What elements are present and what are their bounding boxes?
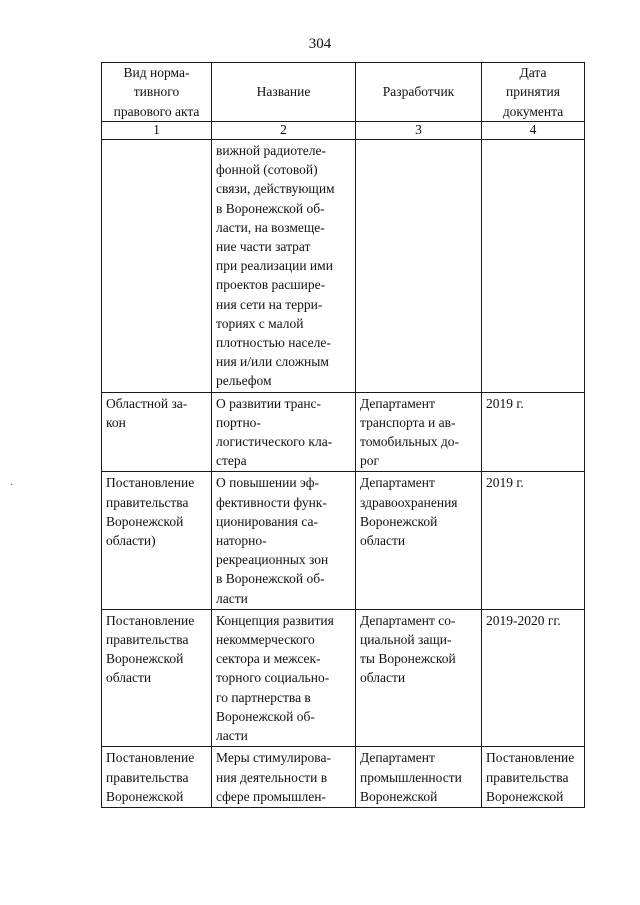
cell-title: вижной радиотеле- фонной (сотовой) связи, действующим в Воронежской об- ласти, на возмеще- ние части затрат при реализации ими проектов расшире- ния сети на терри- ториях с малой плотностью населе- ния и/или сложным рельефом bbox=[212, 140, 356, 393]
legal-acts-table bbox=[101, 62, 585, 808]
cell-act-type: Постановление правительства Воронежской bbox=[102, 747, 212, 808]
column-number: 4 bbox=[482, 122, 585, 140]
cell-developer: Департамент промышленности Воронежской bbox=[356, 747, 482, 808]
table-row bbox=[102, 392, 585, 472]
cell-title: Концепция развития некоммерческого сектора и межсек- торного социально- го партнерства в Воронежской об- ласти bbox=[212, 609, 356, 746]
cell-developer bbox=[356, 140, 482, 393]
table-row bbox=[102, 609, 585, 746]
cell-act-type: Постановление правительства Воронежской области) bbox=[102, 472, 212, 609]
cell-date: 2019 г. bbox=[482, 392, 585, 472]
table-row bbox=[102, 747, 585, 808]
cell-developer: Департамент транспорта и ав- томобильных до- рог bbox=[356, 392, 482, 472]
cell-act-type: Областной за- кон bbox=[102, 392, 212, 472]
table-row bbox=[102, 472, 585, 609]
column-number: 2 bbox=[212, 122, 356, 140]
margin-mark: · bbox=[10, 480, 14, 491]
cell-date: 2019-2020 гг. bbox=[482, 609, 585, 746]
column-number: 3 bbox=[356, 122, 482, 140]
cell-developer: Департамент со- циальной защи- ты Воронежской области bbox=[356, 609, 482, 746]
cell-date: 2019 г. bbox=[482, 472, 585, 609]
column-number: 1 bbox=[102, 122, 212, 140]
cell-title: Меры стимулирова- ния деятельности в сфере промышлен- bbox=[212, 747, 356, 808]
cell-act-type: Постановление правительства Воронежской области bbox=[102, 609, 212, 746]
header-adoption-date: Дата принятия документа bbox=[482, 63, 585, 122]
header-title: Название bbox=[212, 63, 356, 122]
cell-date: Постановление правительства Воронежской bbox=[482, 747, 585, 808]
cell-act-type bbox=[102, 140, 212, 393]
cell-title: О развитии транс- портно- логистического кла- стера bbox=[212, 392, 356, 472]
header-act-type: Вид норма- тивного правового акта bbox=[102, 63, 212, 122]
table-row bbox=[102, 140, 585, 393]
cell-date bbox=[482, 140, 585, 393]
cell-title: О повышении эф- фективности функ- ционирования са- наторно- рекреационных зон в Воронежской об- ласти bbox=[212, 472, 356, 609]
header-row bbox=[102, 63, 585, 122]
header-developer: Разработчик bbox=[356, 63, 482, 122]
column-number-row bbox=[102, 122, 585, 140]
page-number: 304 bbox=[308, 36, 332, 52]
cell-developer: Департамент здравоохранения Воронежской области bbox=[356, 472, 482, 609]
